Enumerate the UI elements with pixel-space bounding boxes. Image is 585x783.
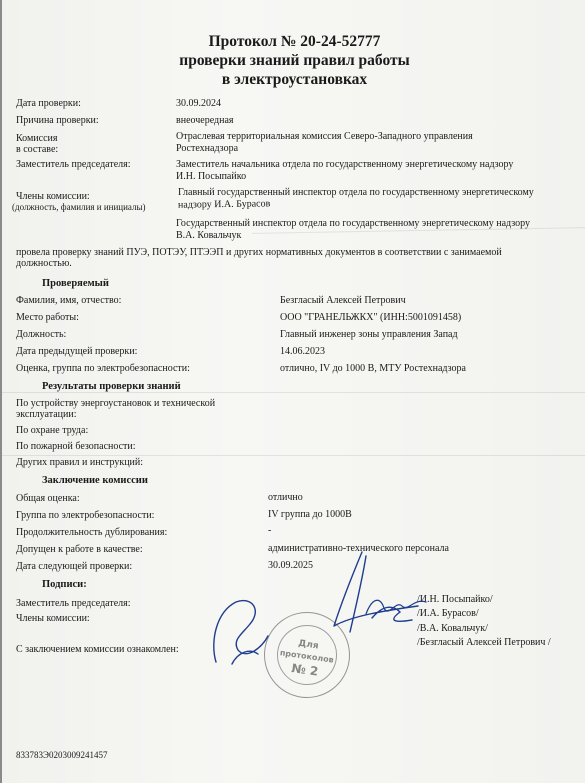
- sig-name-4: /Безгласый Алексей Петрович /: [417, 637, 551, 648]
- duration-label: Продолжительность дублирования:: [16, 527, 168, 538]
- group-label: Группа по электробезопасности:: [16, 510, 155, 521]
- admitted-label: Допущен к работе в качестве:: [16, 544, 143, 555]
- deputy-value-1: Заместитель начальника отдела по государственному энергетическому надзору: [176, 159, 514, 170]
- examinee-heading: Проверяемый: [42, 278, 109, 289]
- deputy-label: Заместитель председателя:: [16, 159, 131, 170]
- name-label: Фамилия, имя, отчество:: [16, 295, 122, 306]
- work-value: ООО "ГРАНЕЛЬЖКХ" (ИНН:5001091458): [280, 312, 462, 323]
- document-code: 833783Э0203009241457: [16, 750, 108, 760]
- member2-value-2: В.А. Ковальчук: [176, 230, 242, 241]
- next-check-label: Дата следующей проверки:: [16, 561, 133, 572]
- device-label-2: эксплуатации:: [16, 409, 77, 420]
- duration-value: -: [268, 525, 272, 536]
- title-line-2: проверки знаний правил работы: [179, 52, 410, 69]
- next-check-value: 30.09.2025: [268, 560, 313, 571]
- title-line-3: в электроустановках: [221, 71, 368, 88]
- position-value: Главный инженер зоны управления Запад: [280, 329, 458, 340]
- acquainted-label: С заключением комиссии ознакомлен:: [16, 644, 179, 655]
- other-label: Других правил и инструкций:: [16, 457, 144, 468]
- check-date-label: Дата проверки:: [16, 98, 81, 109]
- title-line-1: Протокол № 20-24-52777: [208, 33, 381, 50]
- commission-label-1: Комиссия: [16, 133, 58, 144]
- commission-value-2: Ростехнадзора: [176, 143, 239, 154]
- grade-value: отлично, IV до 1000 В, МТУ Ростехнадзора: [280, 363, 466, 374]
- member2-value-1: Государственный инспектор отдела по государственному энергетическому надзору: [176, 218, 531, 229]
- overall-label: Общая оценка:: [16, 493, 80, 504]
- sig-name-1: /И.Н. Посыпайко/: [417, 594, 493, 605]
- admitted-value: административно-технического персонала: [268, 543, 449, 554]
- grade-label: Оценка, группа по электробезопасности:: [16, 363, 190, 374]
- prev-check-label: Дата предыдущей проверки:: [16, 346, 138, 357]
- reason-value: внеочередная: [176, 115, 234, 126]
- stamp-line-2: протоколов: [279, 648, 335, 665]
- commission-label-2: в составе:: [16, 144, 59, 155]
- overall-value: отлично: [268, 492, 303, 503]
- conclusion-heading: Заключение комиссии: [42, 475, 148, 486]
- work-label: Место работы:: [16, 312, 79, 323]
- members-label-1: Члены комиссии:: [16, 191, 90, 202]
- stamp-line-3: № 2: [290, 661, 320, 679]
- device-label-1: По устройству энергоустановок и технической: [16, 398, 216, 409]
- group-value: IV группа до 1000В: [268, 509, 352, 520]
- signatures-heading: Подписи:: [42, 579, 87, 590]
- members-label-2: (должность, фамилия и инициалы): [12, 202, 146, 212]
- reason-label: Причина проверки:: [16, 115, 99, 126]
- sign-members-label: Члены комиссии:: [16, 613, 90, 624]
- prev-check-value: 14.06.2023: [280, 346, 325, 357]
- commission-value-1: Отраслевая территориальная комиссия Северо-Западного управления: [176, 131, 473, 142]
- name-value: Безгласый Алексей Петрович: [280, 295, 406, 306]
- statement-line-1: провела проверку знаний ПУЭ, ПОТЭУ, ПТЭЭП и других нормативных документов в соответствии с занимаемой: [16, 247, 502, 258]
- deputy-value-2: И.Н. Посыпайко: [176, 171, 247, 182]
- position-label: Должность:: [16, 329, 67, 340]
- results-heading: Результаты проверки знаний: [42, 381, 181, 392]
- member1-value-2: надзору И.А. Бурасов: [177, 198, 271, 211]
- statement-line-2: должностью.: [16, 258, 72, 269]
- sig-name-3: /В.А. Ковальчук/: [417, 623, 488, 634]
- sign-deputy-label: Заместитель председателя:: [16, 598, 131, 609]
- check-date-value: 30.09.2024: [176, 98, 221, 109]
- sig-name-2: /И.А. Бурасов/: [417, 608, 479, 619]
- labor-label: По охране труда:: [16, 425, 89, 436]
- member1-value-1: Главный государственный инспектор отдела по государственному энергетическому: [178, 187, 534, 198]
- stamp-line-1: Для: [297, 638, 320, 652]
- fire-label: По пожарной безопасности:: [16, 441, 136, 452]
- signature-member-icon: [362, 588, 432, 624]
